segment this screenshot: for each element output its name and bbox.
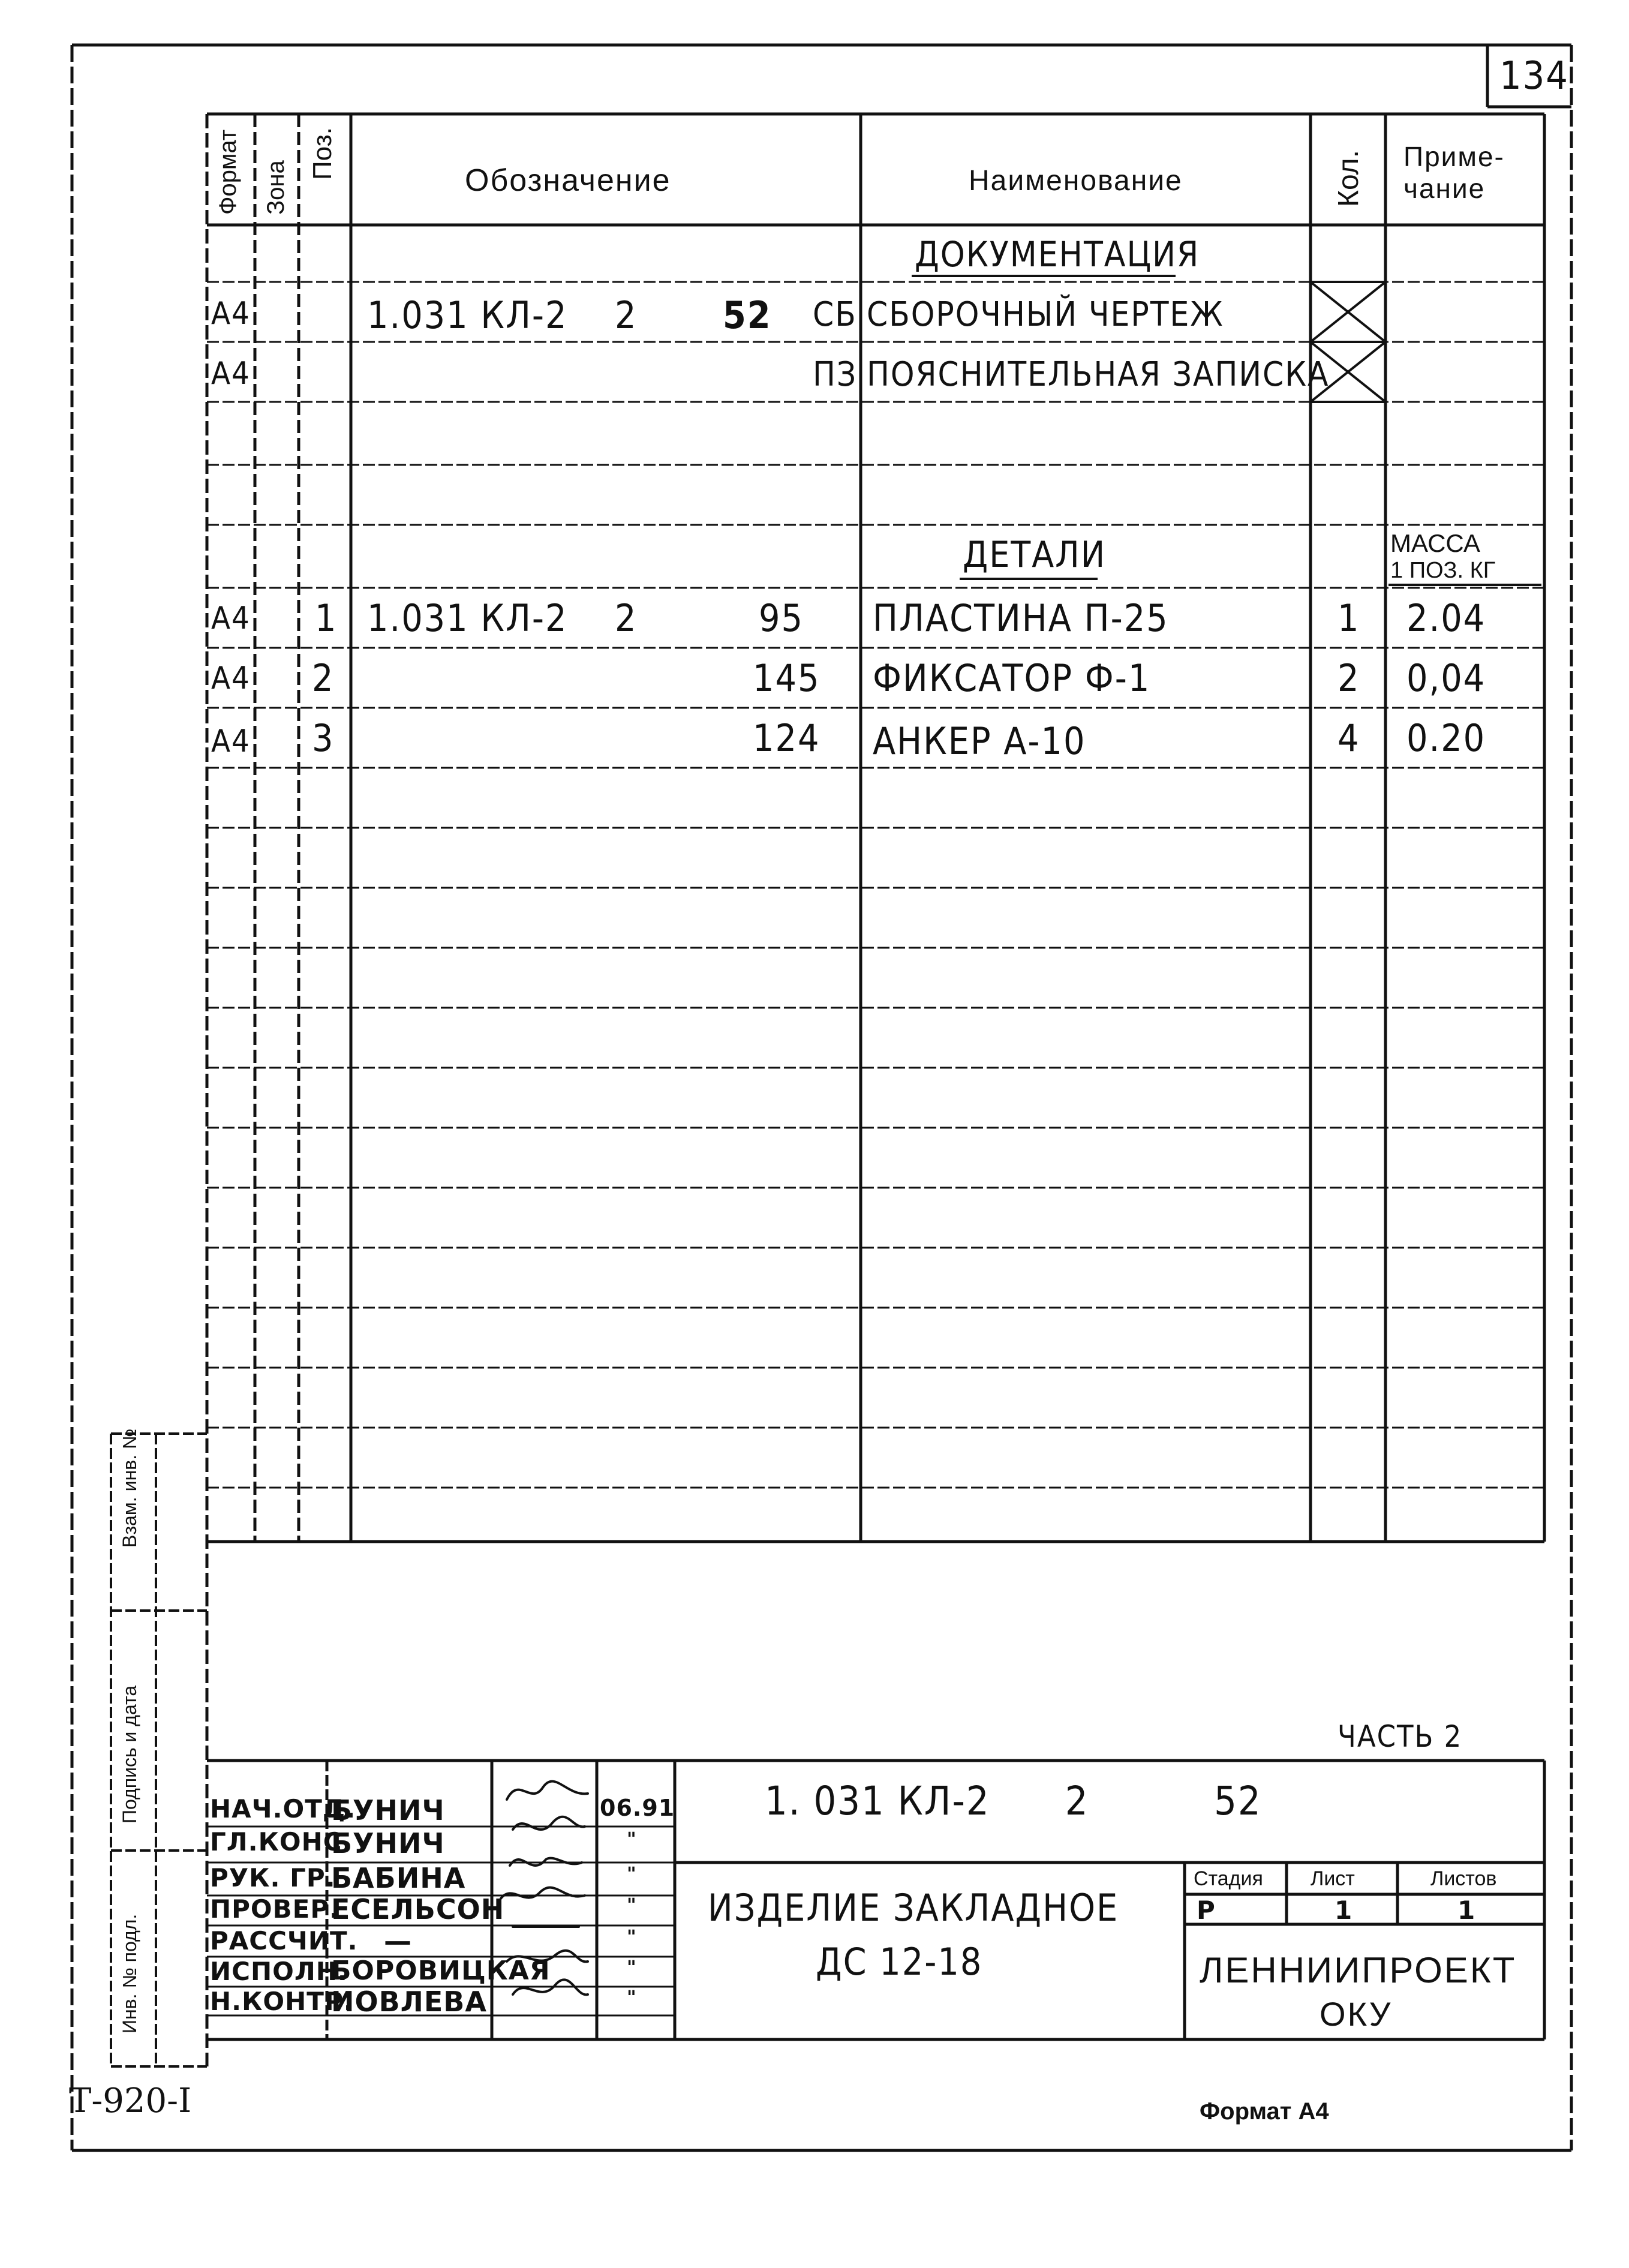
detail-row-mass: 2.04 [1406,596,1486,640]
header-zone: Зона [263,160,289,215]
detail-row-mass: 0,04 [1406,656,1486,700]
doc-row-format: А4 [211,356,251,392]
detail-row-num: 95 [759,596,804,640]
detail-row-pos: 2 [312,656,335,700]
tb-name: — [384,1925,412,1957]
section-details: ДЕТАЛИ [963,534,1107,576]
stamp-sign-date: Подпись и дата [119,1685,140,1824]
section-documentation: ДОКУМЕНТАЦИЯ [915,234,1200,275]
sheet-number: 134 [1499,54,1569,98]
part-label: ЧАСТЬ 2 [1338,1719,1463,1754]
doc-row-num: 52 [723,293,772,337]
detail-row-pos: 3 [312,716,335,760]
tb-sheets-label: Листов [1430,1867,1497,1890]
header-qty: Кол. [1333,150,1364,207]
doc-row-part: 2 [615,293,638,337]
tb-date: 06.91 [600,1795,675,1821]
doc-row-format: А4 [211,296,251,332]
header-pos: Поз. [308,127,337,180]
tb-stage: Р [1197,1895,1216,1925]
header-designation: Обозначение [465,163,671,198]
tb-product-line1: ИЗДЕЛИЕ ЗАКЛАДНОЕ [708,1886,1119,1930]
doc-row-code: СБ [813,295,857,334]
footer-code: Т-920-I [69,2081,192,2120]
tb-date: " [627,1957,637,1978]
tb-stage-label: Стадия [1194,1867,1263,1890]
tb-org-line2: ОКУ [1320,1995,1393,2033]
detail-row-qty: 1 [1338,596,1360,640]
tb-sheets: 1 [1457,1895,1476,1925]
detail-row-num: 145 [753,656,820,700]
tb-name: ЕСЕЛЬСОН [331,1893,505,1925]
tb-designation: 1. 031 КЛ-2 2 52 [765,1778,1262,1824]
mass-header-line1: МАССА [1390,529,1480,557]
detail-row-num: 124 [753,716,820,760]
tb-date: " [627,1895,637,1916]
stamp-inv-replace: Взам. инв. № [119,1428,140,1548]
tb-role: ПРОВЕР. [210,1894,340,1924]
detail-row-format: А4 [211,660,251,696]
tb-date: " [627,1829,637,1850]
detail-row-qty: 2 [1338,656,1360,700]
detail-row-format: А4 [211,723,251,759]
tb-date: " [627,1864,637,1885]
tb-name: ИОВЛЕВА [331,1985,487,2018]
mass-header-line2: 1 ПОЗ. КГ [1390,558,1496,583]
tb-date: " [627,1987,637,2008]
tb-sheet: 1 [1335,1895,1353,1925]
header-name: Наименование [969,165,1183,197]
detail-row-format: А4 [211,600,251,636]
tb-role: НАЧ.ОТД. [210,1794,356,1824]
tb-name: БУНИЧ [331,1827,445,1860]
header-note: Приме- чание [1403,141,1505,204]
detail-row-part: 2 [615,596,638,640]
stamp-inv-orig: Инв. № подл. [119,1913,140,2033]
detail-row-name: АНКЕР А-10 [873,719,1086,763]
doc-row-name: СБОРОЧНЫЙ ЧЕРТЕЖ [867,295,1224,334]
detail-row-designation: 1.031 КЛ-2 [367,596,568,640]
detail-row-name: ПЛАСТИНА П-25 [873,596,1169,640]
tb-name: БОРОВИЦКАЯ [331,1955,551,1986]
tb-sheet-label: Лист [1311,1867,1355,1890]
detail-row-mass: 0.20 [1406,716,1486,760]
tb-role: Н.КОНТР. [210,1987,354,2016]
detail-row-qty: 4 [1338,716,1360,760]
tb-name: БУНИЧ [331,1794,445,1827]
footer-format: Формат А4 [1200,2098,1329,2125]
tb-role: РУК. ГР. [210,1863,336,1892]
tb-role: ГЛ.КОНС. [210,1827,353,1857]
doc-row-name: ПОЯСНИТЕЛЬНАЯ ЗАПИСКА [867,355,1330,394]
signatures [495,1764,594,2039]
tb-name: БАБИНА [331,1862,466,1894]
tb-role: ИСПОЛН. [210,1957,348,1986]
header-format: Формат [215,129,241,215]
tb-date: " [627,1927,637,1948]
tb-org-line1: ЛЕННИИПРОЕКТ [1200,1950,1517,1990]
doc-row-designation: 1.031 КЛ-2 [367,293,568,337]
detail-row-name: ФИКСАТОР Ф-1 [873,656,1151,700]
tb-role: РАССЧИТ. [210,1926,358,1955]
doc-row-code: ПЗ [813,355,858,394]
tb-product-line2: ДС 12-18 [816,1940,983,1984]
detail-row-pos: 1 [315,596,338,640]
